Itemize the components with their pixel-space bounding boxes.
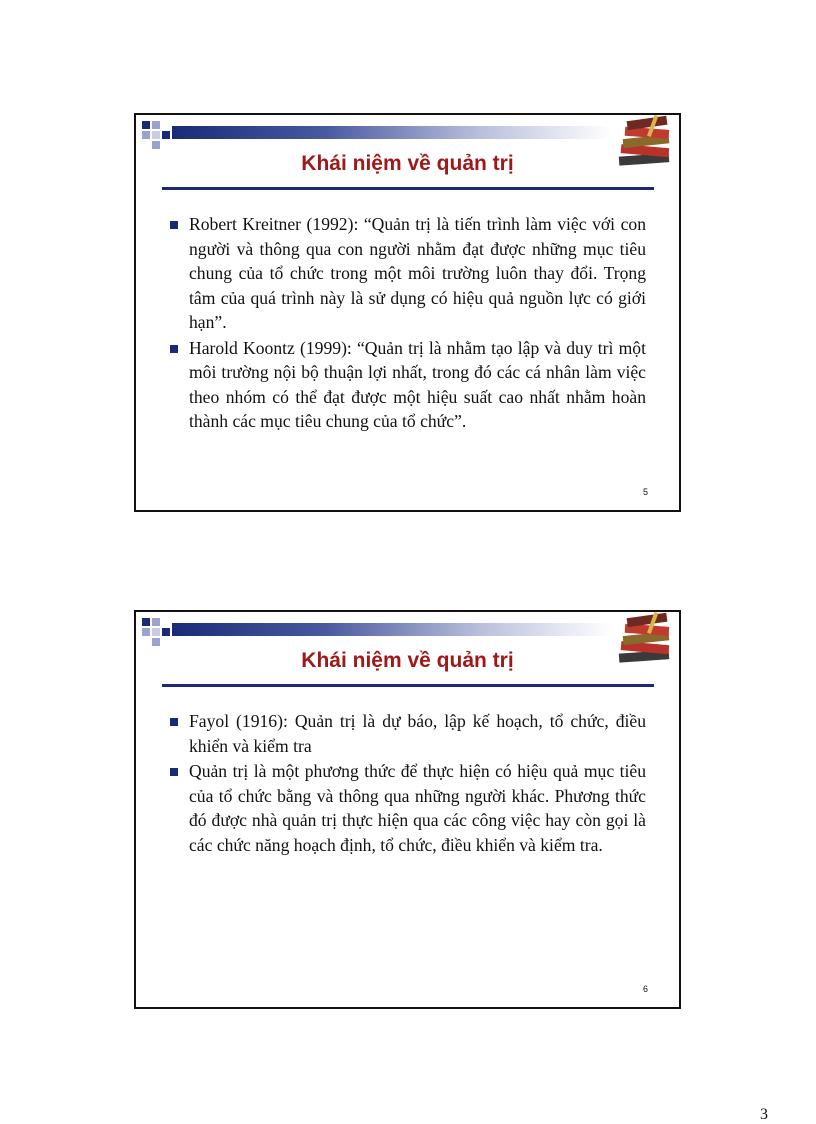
header-gradient-bar — [172, 126, 612, 139]
slide-number: 5 — [642, 487, 648, 497]
bullet-text: Robert Kreitner (1992): “Quản trị là tiến trình làm việc với con người và thông qua con người nhằm đạt được những mục tiêu chung của tổ chức trong một môi trường luôn thay đổi. Trọng tâm của quá trình này là sử dụng có hiệu quả nguồn lực có giới hạn”. — [189, 214, 646, 332]
slide-number: 6 — [642, 984, 648, 994]
slide-title: Khái niệm về quản trị — [301, 649, 514, 672]
square-bullet-icon — [170, 221, 178, 229]
square-bullet-icon — [170, 768, 178, 776]
slide-5 — [134, 113, 681, 512]
bullet-item — [170, 336, 646, 434]
slide-6 — [134, 610, 681, 1009]
slide-title: Khái niệm về quản trị — [301, 152, 514, 175]
bullet-text: Quản trị là một phương thức để thực hiện có hiệu quả mục tiêu của tổ chức bằng và thông qua những người khác. Phương thức đó được nhà quản trị thực hiện qua các công việc hay còn gọi là các chức năng hoạch định, tổ chức, điều khiển và kiểm tra. — [189, 761, 646, 855]
bullet-item — [170, 759, 646, 857]
square-bullet-icon — [170, 345, 178, 353]
title-underline — [162, 187, 654, 190]
bullet-item — [170, 212, 646, 335]
bullet-text: Fayol (1916): Quản trị là dự báo, lập kế hoạch, tổ chức, điều khiển và kiểm tra — [189, 711, 646, 756]
bullet-text: Harold Koontz (1999): “Quản trị là nhằm tạo lập và duy trì một môi trường nội bộ thuận lợi nhất, trong đó các cá nhân làm việc theo nhóm có thể đạt được một hiệu suất cao nhất nhằm hoàn thành các mục tiêu chung của tổ chức”. — [189, 337, 646, 431]
title-underline — [162, 684, 654, 687]
square-bullet-icon — [170, 718, 178, 726]
bullet-list — [170, 212, 646, 435]
page-number: 3 — [760, 1106, 768, 1123]
bullet-item — [170, 709, 646, 758]
bullet-list — [170, 709, 646, 858]
header-gradient-bar — [172, 623, 612, 636]
